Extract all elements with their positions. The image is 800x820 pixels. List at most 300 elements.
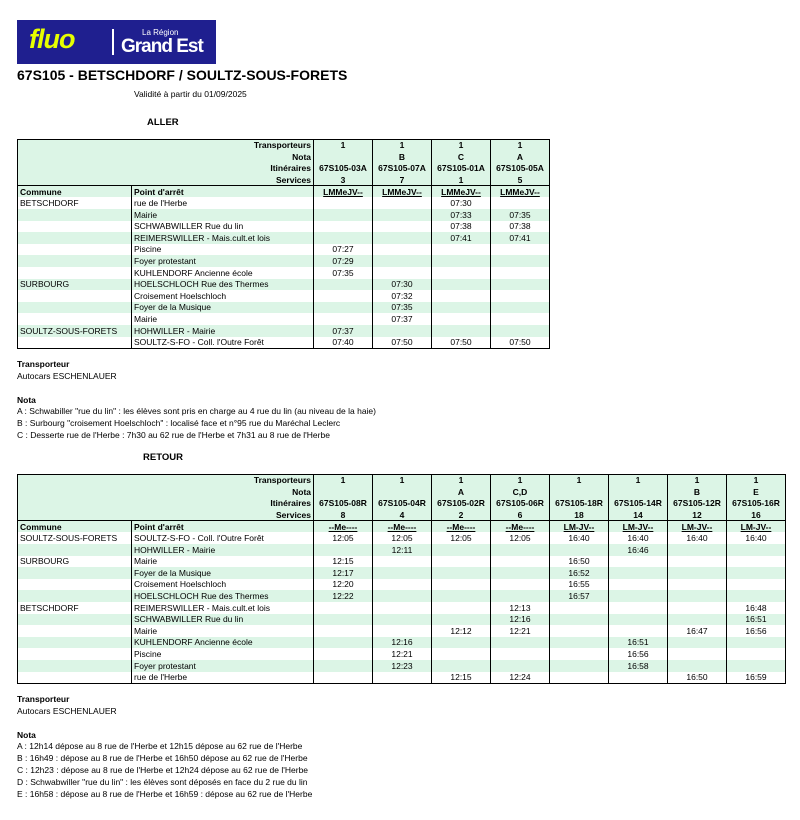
time-cell bbox=[609, 672, 668, 684]
table-row bbox=[18, 637, 786, 649]
fluo-grand-est-logo bbox=[17, 20, 216, 64]
time-cell bbox=[373, 579, 432, 591]
stop-cell: Foyer protestant bbox=[132, 660, 314, 672]
header-label-transporteur: Transporteurs bbox=[18, 475, 314, 487]
time-cell: 07:33 bbox=[432, 209, 491, 221]
time-cell bbox=[314, 672, 373, 684]
time-cell bbox=[491, 648, 550, 660]
course-days bbox=[373, 186, 432, 198]
commune-cell bbox=[18, 567, 132, 579]
time-cell bbox=[432, 637, 491, 649]
time-cell bbox=[491, 313, 550, 325]
course-nota: E bbox=[727, 486, 786, 498]
stop-cell: Croisement Hoelschloch bbox=[132, 579, 314, 591]
table-row bbox=[18, 579, 786, 591]
table-row bbox=[18, 567, 786, 579]
header-label-service: Services bbox=[18, 174, 314, 186]
course-transporteur: 1 bbox=[550, 475, 609, 487]
stop-cell: REIMERSWILLER - Mais.cult.et lois bbox=[132, 602, 314, 614]
stop-cell: SOULTZ-S-FO - Coll. l'Outre Forêt bbox=[132, 337, 314, 349]
course-days-label: LMMeJV-- bbox=[441, 186, 481, 197]
table-row bbox=[18, 302, 550, 314]
time-cell bbox=[668, 590, 727, 602]
time-cell bbox=[314, 313, 373, 325]
course-nota: C bbox=[432, 151, 491, 163]
course-itineraire: 67S105-12R bbox=[668, 498, 727, 510]
time-cell: 16:40 bbox=[727, 532, 786, 544]
time-cell bbox=[727, 590, 786, 602]
commune-cell bbox=[18, 637, 132, 649]
course-transporteur: 1 bbox=[491, 475, 550, 487]
aller-header-nota bbox=[18, 151, 550, 163]
table-row bbox=[18, 556, 786, 568]
table-row bbox=[18, 244, 550, 256]
stop-cell: SOULTZ-S-FO - Coll. l'Outre Forêt bbox=[132, 532, 314, 544]
logo-region-name: Grand Est bbox=[121, 36, 203, 57]
header-label-transporteur: Transporteurs bbox=[18, 140, 314, 152]
course-nota bbox=[373, 486, 432, 498]
aller-note-a: A : Schwabiller "rue du lin" : les élèves sont pris en charge au 4 rue du lin (au niveau de la haie) bbox=[17, 406, 376, 417]
retour-timetable bbox=[17, 474, 786, 684]
commune-cell bbox=[18, 625, 132, 637]
retour-title: RETOUR bbox=[143, 452, 183, 463]
table-row bbox=[18, 648, 786, 660]
aller-transporteur-name: Autocars ESCHENLAUER bbox=[17, 370, 117, 381]
table-row bbox=[18, 313, 550, 325]
course-days-label: LMMeJV-- bbox=[500, 186, 540, 197]
stop-cell: HOELSCHLOCH Rue des Thermes bbox=[132, 590, 314, 602]
header-label-service: Services bbox=[18, 509, 314, 521]
course-nota: C,D bbox=[491, 486, 550, 498]
time-cell bbox=[373, 244, 432, 256]
time-cell bbox=[550, 648, 609, 660]
stop-cell: Foyer de la Musique bbox=[132, 567, 314, 579]
time-cell: 12:05 bbox=[314, 532, 373, 544]
course-service: 2 bbox=[432, 509, 491, 521]
time-cell bbox=[550, 625, 609, 637]
table-row bbox=[18, 267, 550, 279]
commune-cell bbox=[18, 209, 132, 221]
stop-cell: HOHWILLER - Mairie bbox=[132, 544, 314, 556]
time-cell bbox=[432, 660, 491, 672]
time-cell: 12:13 bbox=[491, 602, 550, 614]
commune-cell bbox=[18, 244, 132, 256]
aller-note-c: C : Desserte rue de l'Herbe : 7h30 au 62 rue de l'Herbe et 7h31 au 8 rue de l'Herbe bbox=[17, 429, 330, 440]
time-cell bbox=[550, 672, 609, 684]
course-days bbox=[314, 521, 373, 533]
time-cell bbox=[491, 279, 550, 291]
course-service: 4 bbox=[373, 509, 432, 521]
time-cell bbox=[314, 648, 373, 660]
time-cell: 12:16 bbox=[491, 614, 550, 626]
time-cell bbox=[491, 567, 550, 579]
time-cell: 16:56 bbox=[727, 625, 786, 637]
time-cell: 16:52 bbox=[550, 567, 609, 579]
course-service: 7 bbox=[373, 174, 432, 186]
time-cell: 16:48 bbox=[727, 602, 786, 614]
course-days-label: --Me---- bbox=[328, 521, 358, 532]
course-service: 12 bbox=[668, 509, 727, 521]
time-cell: 07:50 bbox=[373, 337, 432, 349]
time-cell bbox=[727, 637, 786, 649]
time-cell: 12:15 bbox=[314, 556, 373, 568]
time-cell bbox=[432, 602, 491, 614]
course-itineraire: 67S105-05A bbox=[491, 163, 550, 175]
time-cell: 16:57 bbox=[550, 590, 609, 602]
time-cell bbox=[609, 590, 668, 602]
course-days-label: LMMeJV-- bbox=[323, 186, 363, 197]
stop-cell: Mairie bbox=[132, 556, 314, 568]
retour-info bbox=[17, 694, 312, 800]
retour-header-transporteur bbox=[18, 475, 786, 487]
time-cell: 07:30 bbox=[432, 197, 491, 209]
time-cell: 16:40 bbox=[668, 532, 727, 544]
commune-cell bbox=[18, 579, 132, 591]
aller-header-service bbox=[18, 174, 550, 186]
time-cell bbox=[550, 614, 609, 626]
time-cell bbox=[373, 209, 432, 221]
stop-cell: rue de l'Herbe bbox=[132, 197, 314, 209]
time-cell bbox=[550, 602, 609, 614]
commune-cell bbox=[18, 672, 132, 684]
time-cell bbox=[491, 660, 550, 672]
retour-column-header bbox=[18, 521, 786, 533]
table-row bbox=[18, 590, 786, 602]
header-label-itineraire: Itinéraires bbox=[18, 163, 314, 175]
time-cell bbox=[432, 648, 491, 660]
time-cell bbox=[432, 290, 491, 302]
commune-cell bbox=[18, 221, 132, 233]
commune-cell bbox=[18, 544, 132, 556]
time-cell: 12:20 bbox=[314, 579, 373, 591]
table-row bbox=[18, 221, 550, 233]
course-service: 14 bbox=[609, 509, 668, 521]
time-cell: 16:46 bbox=[609, 544, 668, 556]
time-cell bbox=[491, 267, 550, 279]
time-cell bbox=[491, 579, 550, 591]
time-cell: 12:17 bbox=[314, 567, 373, 579]
course-itineraire: 67S105-18R bbox=[550, 498, 609, 510]
course-nota bbox=[550, 486, 609, 498]
header-label-nota: Nota bbox=[18, 151, 314, 163]
stop-cell: SCHWABWILLER Rue du lin bbox=[132, 221, 314, 233]
time-cell bbox=[373, 232, 432, 244]
time-cell bbox=[314, 302, 373, 314]
logo-separator bbox=[112, 29, 114, 55]
stop-cell: rue de l'Herbe bbox=[132, 672, 314, 684]
course-days-label: LM-JV-- bbox=[563, 521, 595, 532]
course-itineraire: 67S105-06R bbox=[491, 498, 550, 510]
course-service: 8 bbox=[314, 509, 373, 521]
stop-cell: Piscine bbox=[132, 648, 314, 660]
commune-cell bbox=[18, 660, 132, 672]
time-cell bbox=[491, 255, 550, 267]
table-row bbox=[18, 602, 786, 614]
commune-cell bbox=[18, 255, 132, 267]
course-days bbox=[314, 186, 373, 198]
time-cell: 07:37 bbox=[373, 313, 432, 325]
course-days bbox=[491, 186, 550, 198]
course-service: 16 bbox=[727, 509, 786, 521]
aller-transporteur-title: Transporteur bbox=[17, 359, 70, 369]
time-cell: 07:38 bbox=[432, 221, 491, 233]
time-cell bbox=[550, 660, 609, 672]
time-cell bbox=[432, 302, 491, 314]
commune-cell bbox=[18, 614, 132, 626]
time-cell bbox=[432, 267, 491, 279]
course-days bbox=[491, 521, 550, 533]
course-days bbox=[373, 521, 432, 533]
time-cell bbox=[314, 614, 373, 626]
time-cell: 07:32 bbox=[373, 290, 432, 302]
time-cell bbox=[668, 567, 727, 579]
time-cell bbox=[432, 556, 491, 568]
time-cell bbox=[491, 244, 550, 256]
time-cell bbox=[373, 255, 432, 267]
time-cell bbox=[432, 325, 491, 337]
course-days-label: --Me---- bbox=[505, 521, 535, 532]
time-cell bbox=[668, 556, 727, 568]
stop-cell: KUHLENDORF Ancienne école bbox=[132, 637, 314, 649]
time-cell bbox=[373, 567, 432, 579]
aller-info bbox=[17, 359, 376, 442]
time-cell bbox=[609, 625, 668, 637]
time-cell bbox=[373, 672, 432, 684]
stop-cell: Mairie bbox=[132, 625, 314, 637]
course-days-label: LM-JV-- bbox=[681, 521, 713, 532]
commune-cell bbox=[18, 302, 132, 314]
time-cell: 16:50 bbox=[668, 672, 727, 684]
time-cell bbox=[373, 556, 432, 568]
stop-cell: Foyer de la Musique bbox=[132, 302, 314, 314]
time-cell: 16:40 bbox=[550, 532, 609, 544]
time-cell bbox=[609, 567, 668, 579]
time-cell: 12:22 bbox=[314, 590, 373, 602]
stop-cell: Mairie bbox=[132, 313, 314, 325]
table-row bbox=[18, 232, 550, 244]
time-cell: 12:21 bbox=[373, 648, 432, 660]
table-row bbox=[18, 290, 550, 302]
time-cell bbox=[727, 567, 786, 579]
time-cell bbox=[491, 556, 550, 568]
time-cell bbox=[550, 544, 609, 556]
time-cell bbox=[491, 637, 550, 649]
retour-note-e: E : 16h58 : dépose au 8 rue de l'Herbe et 16h59 : dépose au 62 rue de l'Herbe bbox=[17, 788, 313, 799]
course-transporteur: 1 bbox=[609, 475, 668, 487]
aller-note-b: B : Surbourg "croisement Hoelschloch" : localisé face et n°95 rue du Maréchal Leclerc bbox=[17, 418, 341, 429]
time-cell: 07:27 bbox=[314, 244, 373, 256]
course-days-label: LM-JV-- bbox=[740, 521, 772, 532]
time-cell: 07:41 bbox=[432, 232, 491, 244]
commune-cell bbox=[18, 267, 132, 279]
retour-header-service bbox=[18, 509, 786, 521]
retour-note-d: D : Schwabwiller "rue du lin" : les élèves sont déposés en face du 2 rue du lin bbox=[17, 776, 308, 787]
time-cell: 16:58 bbox=[609, 660, 668, 672]
time-cell bbox=[668, 637, 727, 649]
time-cell bbox=[432, 579, 491, 591]
course-nota bbox=[314, 151, 373, 163]
commune-cell: SURBOURG bbox=[18, 556, 132, 568]
time-cell bbox=[727, 579, 786, 591]
course-days-label: LM-JV-- bbox=[622, 521, 654, 532]
course-transporteur: 1 bbox=[432, 140, 491, 152]
course-days bbox=[432, 186, 491, 198]
time-cell bbox=[609, 614, 668, 626]
course-nota: A bbox=[432, 486, 491, 498]
course-itineraire: 67S105-16R bbox=[727, 498, 786, 510]
table-row bbox=[18, 544, 786, 556]
time-cell bbox=[314, 660, 373, 672]
course-transporteur: 1 bbox=[668, 475, 727, 487]
time-cell bbox=[432, 244, 491, 256]
course-service: 1 bbox=[432, 174, 491, 186]
commune-column-header: Commune bbox=[18, 521, 132, 533]
time-cell bbox=[727, 648, 786, 660]
time-cell: 07:30 bbox=[373, 279, 432, 291]
time-cell bbox=[491, 544, 550, 556]
course-days bbox=[550, 521, 609, 533]
table-row bbox=[18, 672, 786, 684]
course-days bbox=[609, 521, 668, 533]
stop-cell: HOELSCHLOCH Rue des Thermes bbox=[132, 279, 314, 291]
time-cell: 12:21 bbox=[491, 625, 550, 637]
course-days-label: LMMeJV-- bbox=[382, 186, 422, 197]
page-title: 67S105 - BETSCHDORF / SOULTZ-SOUS-FORETS bbox=[17, 67, 348, 83]
time-cell: 12:05 bbox=[373, 532, 432, 544]
time-cell: 16:40 bbox=[609, 532, 668, 544]
time-cell bbox=[373, 197, 432, 209]
time-cell: 07:37 bbox=[314, 325, 373, 337]
time-cell: 07:40 bbox=[314, 337, 373, 349]
time-cell bbox=[432, 544, 491, 556]
course-itineraire: 67S105-04R bbox=[373, 498, 432, 510]
time-cell bbox=[491, 197, 550, 209]
table-row bbox=[18, 209, 550, 221]
time-cell bbox=[373, 590, 432, 602]
course-service: 3 bbox=[314, 174, 373, 186]
course-nota bbox=[609, 486, 668, 498]
time-cell bbox=[373, 325, 432, 337]
table-row bbox=[18, 532, 786, 544]
retour-transporteur-title: Transporteur bbox=[17, 694, 70, 704]
time-cell: 07:29 bbox=[314, 255, 373, 267]
time-cell bbox=[432, 614, 491, 626]
time-cell: 12:11 bbox=[373, 544, 432, 556]
time-cell bbox=[314, 209, 373, 221]
commune-cell bbox=[18, 290, 132, 302]
course-itineraire: 67S105-01A bbox=[432, 163, 491, 175]
time-cell bbox=[373, 267, 432, 279]
time-cell bbox=[432, 313, 491, 325]
commune-cell bbox=[18, 313, 132, 325]
table-row bbox=[18, 279, 550, 291]
course-nota: A bbox=[491, 151, 550, 163]
time-cell bbox=[491, 590, 550, 602]
course-transporteur: 1 bbox=[432, 475, 491, 487]
time-cell bbox=[550, 637, 609, 649]
header-label-nota: Nota bbox=[18, 486, 314, 498]
time-cell bbox=[373, 602, 432, 614]
commune-column-header: Commune bbox=[18, 186, 132, 198]
course-transporteur: 1 bbox=[314, 475, 373, 487]
time-cell bbox=[314, 197, 373, 209]
commune-cell bbox=[18, 337, 132, 349]
course-itineraire: 67S105-03A bbox=[314, 163, 373, 175]
time-cell bbox=[609, 579, 668, 591]
course-service: 18 bbox=[550, 509, 609, 521]
course-transporteur: 1 bbox=[373, 140, 432, 152]
table-row bbox=[18, 255, 550, 267]
time-cell bbox=[668, 544, 727, 556]
stop-cell: Mairie bbox=[132, 209, 314, 221]
time-cell bbox=[668, 579, 727, 591]
time-cell: 16:51 bbox=[727, 614, 786, 626]
time-cell: 16:59 bbox=[727, 672, 786, 684]
commune-cell: SOULTZ-SOUS-FORETS bbox=[18, 532, 132, 544]
time-cell bbox=[314, 637, 373, 649]
stop-column-header: Point d'arrêt bbox=[132, 521, 314, 533]
retour-nota-title: Nota bbox=[17, 729, 36, 740]
aller-header-transporteur bbox=[18, 140, 550, 152]
time-cell: 16:47 bbox=[668, 625, 727, 637]
time-cell bbox=[491, 302, 550, 314]
time-cell bbox=[314, 279, 373, 291]
header-label-itineraire: Itinéraires bbox=[18, 498, 314, 510]
course-nota: B bbox=[373, 151, 432, 163]
aller-column-header bbox=[18, 186, 550, 198]
time-cell: 07:41 bbox=[491, 232, 550, 244]
course-days-label: --Me---- bbox=[446, 521, 476, 532]
course-transporteur: 1 bbox=[373, 475, 432, 487]
retour-header-nota bbox=[18, 486, 786, 498]
course-nota bbox=[314, 486, 373, 498]
retour-header-itineraire bbox=[18, 498, 786, 510]
time-cell: 07:35 bbox=[314, 267, 373, 279]
time-cell: 12:05 bbox=[432, 532, 491, 544]
course-itineraire: 67S105-02R bbox=[432, 498, 491, 510]
time-cell bbox=[432, 590, 491, 602]
time-cell bbox=[609, 556, 668, 568]
time-cell: 07:38 bbox=[491, 221, 550, 233]
course-service: 6 bbox=[491, 509, 550, 521]
time-cell bbox=[727, 556, 786, 568]
course-nota: B bbox=[668, 486, 727, 498]
time-cell bbox=[314, 544, 373, 556]
retour-note-c: C : 12h23 : dépose au 8 rue de l'Herbe et 12h24 dépose au 62 rue de l'Herbe bbox=[17, 764, 309, 775]
table-row bbox=[18, 337, 550, 349]
retour-transporteur-name: Autocars ESCHENLAUER bbox=[17, 705, 117, 716]
logo-region-top: La Région bbox=[142, 28, 179, 37]
course-service: 5 bbox=[491, 174, 550, 186]
validity-date: Validité à partir du 01/09/2025 bbox=[134, 89, 247, 99]
course-itineraire: 67S105-14R bbox=[609, 498, 668, 510]
time-cell bbox=[373, 221, 432, 233]
stop-cell: SCHWABWILLER Rue du lin bbox=[132, 614, 314, 626]
retour-note-b: B : 16h49 : dépose au 8 rue de l'Herbe et 16h50 dépose au 62 rue de l'Herbe bbox=[17, 753, 308, 764]
stop-cell: HOHWILLER - Mairie bbox=[132, 325, 314, 337]
time-cell bbox=[314, 625, 373, 637]
time-cell bbox=[314, 602, 373, 614]
time-cell: 07:35 bbox=[373, 302, 432, 314]
time-cell bbox=[668, 614, 727, 626]
time-cell: 12:16 bbox=[373, 637, 432, 649]
logo-brand: fluo bbox=[29, 24, 75, 54]
time-cell bbox=[668, 648, 727, 660]
time-cell bbox=[314, 232, 373, 244]
time-cell bbox=[727, 544, 786, 556]
table-row bbox=[18, 614, 786, 626]
time-cell: 16:56 bbox=[609, 648, 668, 660]
